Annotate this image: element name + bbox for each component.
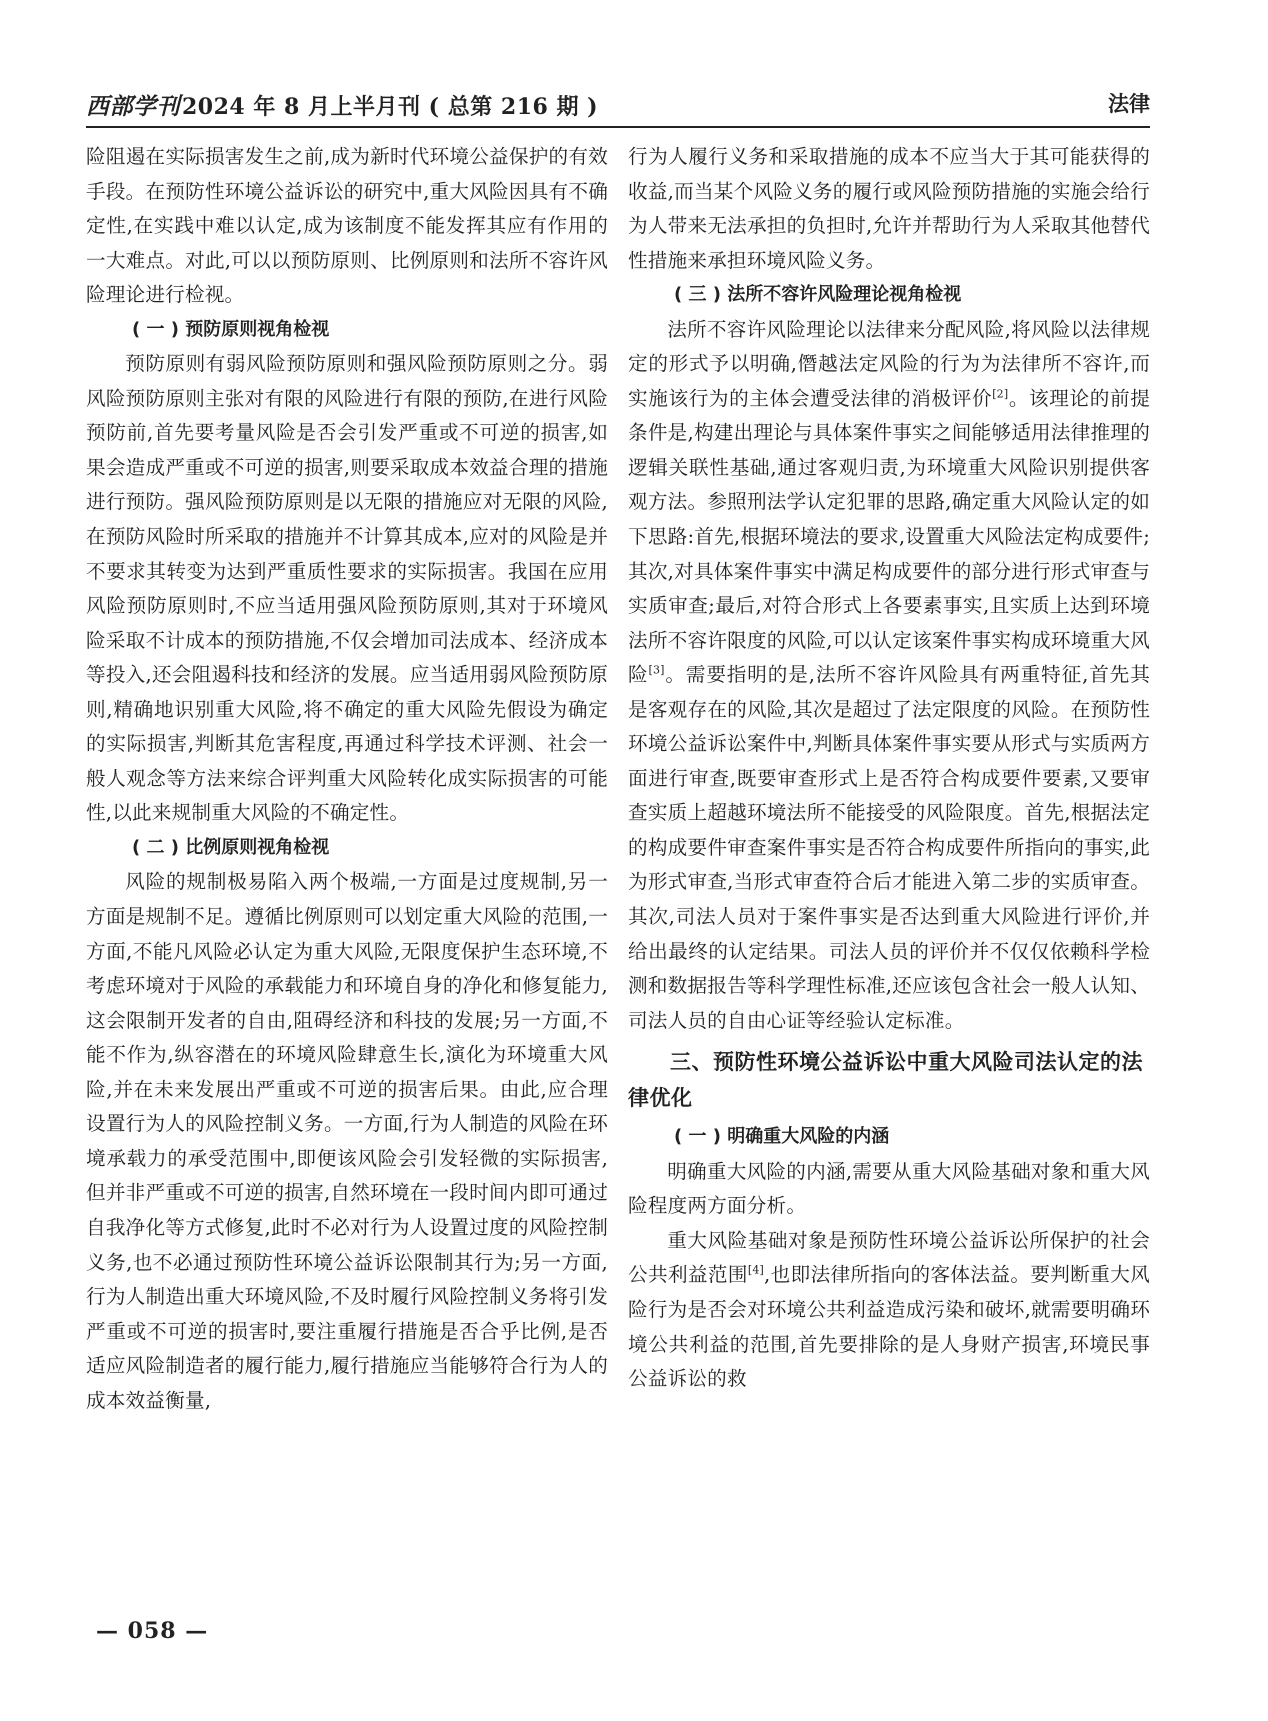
paragraph-text: 。需要指明的是,法所不容许风险具有两重特征,首先其是客观存在的风险,其次是超过了法定限度的风险。在预防性环境公益诉讼案件中,判断具体案件事实要从形式与实质两方面进行审查,既要审查形式上是否符合构成要件要素,又要审查实质上超越环境法所不能接受的风险限度。首先,根据法定的构成要件审查案件事实是否符合构成要件所指向的事实,此为形式审查,当形式审查符合后才能进入第二步的实质审查。其次,司法人员对于案件事实是否达到重大风险进行评价,并给出最终的认定结果。司法人员的评价并不仅仅依赖科学检测和数据报告等科学理性标准,还应该包含社会一般人认知、司法人员的自由心证等经验认定标准。 bbox=[628, 663, 1150, 1032]
journal-logo: 西部学刊 bbox=[86, 93, 180, 120]
subsection-heading: ( 一 ) 明确重大风险的内涵 bbox=[674, 1126, 890, 1148]
journal-title bbox=[86, 88, 598, 121]
section-heading: 三、预防性环境公益诉讼中重大风险司法认定的法律优化 bbox=[628, 1050, 1143, 1111]
paragraph-text: 。该理论的前提条件是,构建出理论与具体案件事实之间能够适用法律推理的逻辑关联性基础,通过客观归责,为环境重大风险识别提供客观方法。参照刑法学认定犯罪的思路,确定重大风险认定的如下思路:首先,根据环境法的要求,设置重大风险法定构成要件;其次,对具体案件事实中满足构成要件的部分进行形式审查与实质审查;最后,对符合形式上各要素事实,且实质上达到环境法所不容许限度的风险,可以认定该案件事实构成环境重大风险 bbox=[628, 386, 1150, 687]
page-number: — 058 — bbox=[96, 1618, 209, 1644]
paragraph bbox=[628, 313, 1150, 1038]
running-header bbox=[86, 88, 1150, 122]
header-rule bbox=[86, 126, 1150, 128]
subsection-heading: ( 三 ) 法所不容许风险理论视角检视 bbox=[674, 284, 962, 306]
left-column bbox=[86, 140, 608, 1418]
citation-ref: [2] bbox=[992, 387, 1009, 401]
subsection-heading: ( 二 ) 比例原则视角检视 bbox=[132, 836, 330, 858]
subsection-heading: ( 一 ) 预防原则视角检视 bbox=[132, 318, 330, 340]
paragraph bbox=[628, 1224, 1150, 1397]
right-column bbox=[628, 140, 1150, 1397]
citation-ref: [4] bbox=[747, 1263, 765, 1277]
paragraph: 风险的规制极易陷入两个极端,一方面是过度规制,另一方面是规制不足。遵循比例原则可以划定重大风险的范围,一方面,不能凡风险必认定为重大风险,无限度保护生态环境,不考虑环境对于风险的承载能力和环境自身的净化和修复能力,这会限制开发者的自由,阻碍经济和科技的发展;另一方面,不能不作为,纵容潜在的环境风险肆意生长,演化为环境重大风险,并在未来发展出严重或不可逆的损害后果。由此,应合理设置行为人的风险控制义务。一方面,行为人制造的风险在环境承载力的承受范围中,即便该风险会引发轻微的实际损害,但并非严重或不可逆的损害,自然环境在一段时间内即可通过自我净化等方式修复,此时不必对行为人设置过度的风险控制义务,也不必通过预防性环境公益诉讼限制其行为;另一方面,行为人制造出重大环境风险,不及时履行风险控制义务将引发严重或不可逆的损害时,要注重履行措施是否合乎比例,是否适应风险制造者的履行能力,履行措施应当能够符合行为人的成本效益衡量, bbox=[86, 870, 608, 1412]
paragraph: 预防原则有弱风险预防原则和强风险预防原则之分。弱风险预防原则主张对有限的风险进行有限的预防,在进行风险预防前,首先要考量风险是否会引发严重或不可逆的损害,如果会造成严重或不可逆的损害,则要采取成本效益合理的措施进行预防。强风险预防原则是以无限的措施应对无限的风险,在预防风险时所采取的措施并不计算其成本,应对的风险是并不要求其转变为达到严重质性要求的实际损害。我国在应用风险预防原则时,不应当适用强风险预防原则,其对于环境风险采取不计成本的预防措施,不仅会增加司法成本、经济成本等投入,还会阻遏科技和经济的发展。应当适用弱风险预防原则,精确地识别重大风险,将不确定的重大风险先假设为确定的实际损害,判断其危害程度,再通过科学技术评测、社会一般人观念等方法来综合评判重大风险转化成实际损害的可能性,以此来规制重大风险的不确定性。 bbox=[86, 352, 608, 825]
section-name: 法律 bbox=[1108, 92, 1150, 116]
paragraph: 险阻遏在实际损害发生之前,成为新时代环境公益保护的有效手段。在预防性环境公益诉讼的研究中,重大风险因具有不确定性,在实践中难以认定,成为该制度不能发挥其应有作用的一大难点。对此,可以以预防原则、比例原则和法所不容许风险理论进行检视。 bbox=[86, 145, 608, 307]
paragraph-text: ,也即法律所指向的客体法益。要判断重大风险行为是否会对环境公共利益造成污染和破坏,就需要明确环境公共利益的范围,首先要排除的是人身财产损害,环境民事公益诉讼的救 bbox=[628, 1263, 1150, 1391]
paragraph-text: 重大风险基础对象是预防性环境公益诉讼所保护的社会公共利益范围 bbox=[628, 1228, 1150, 1287]
paragraph-text: 法所不容许风险理论以法律来分配风险,将风险以法律规定的形式予以明确,僭越法定风险的行为为法律所不容许,而实施该行为的主体会遭受法律的消极评价 bbox=[628, 317, 1150, 410]
paragraph: 行为人履行义务和采取措施的成本不应当大于其可能获得的收益,而当某个风险义务的履行或风险预防措施的实施会给行为人带来无法承担的负担时,允许并帮助行为人采取其他替代性措施来承担环境风险义务。 bbox=[628, 145, 1150, 272]
issue-info: 2024 年 8 月上半月刊 ( 总第 216 期 ) bbox=[182, 94, 599, 120]
paragraph: 明确重大风险的内涵,需要从重大风险基础对象和重大风险程度两方面分析。 bbox=[628, 1159, 1150, 1218]
citation-ref: [3] bbox=[648, 663, 665, 677]
